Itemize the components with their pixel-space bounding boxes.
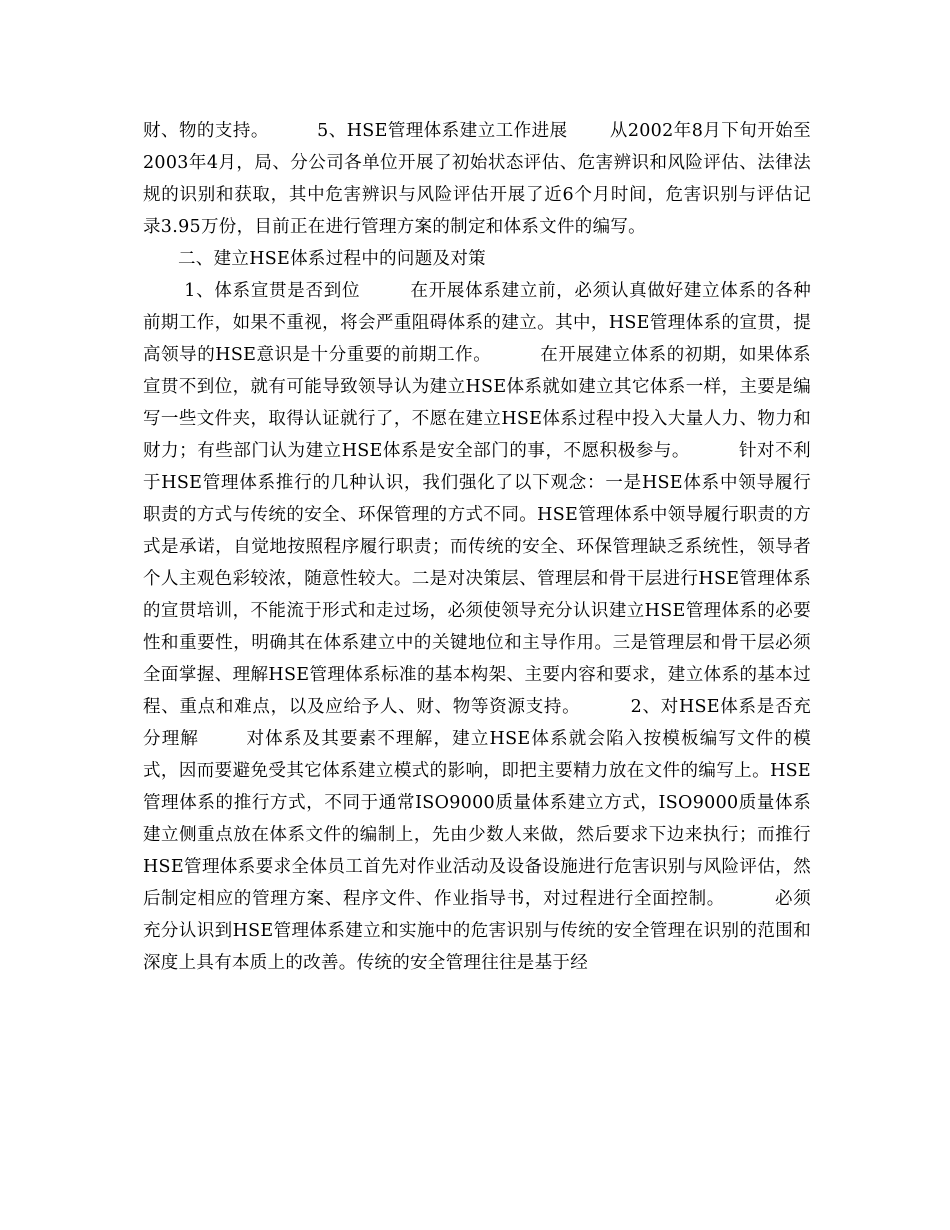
- intro-paragraph: 财、物的支持。 5、HSE管理体系建立工作进展 从2002年8月下旬开始至2003年4月，局、分公司各单位开展了初始状态评估、危害辨识和风险评估、法律法规的识别和获取，其中危害辨识与风险评估开展了近6个月时间，危害识别与评估记录3.95万份，目前正在进行管理方案的制定和体系文件的编写。: [143, 121, 811, 237]
- body-paragraph: 1、体系宣贯是否到位 在开展体系建立前，必须认真做好建立体系的各种前期工作，如果不重视，将会严重阻碍体系的建立。其中，HSE管理体系的宣贯，提高领导的HSE意识是十分重要的前期工作。 在开展建立体系的初期，如果体系宣贯不到位，就有可能导致领导认为建立HSE体系就如建立其它体系一样，主要是编写一些文件夹，取得认证就行了，不愿在建立HSE体系过程中投入大量人力、物力和财力；有些部门认为建立HSE体系是安全部门的事，不愿积极参与。 针对不利于HSE管理体系推行的几种认识，我们强化了以下观念：一是HSE体系中领导履行职责的方式与传统的安全、环保管理的方式不同。HSE管理体系中领导履行职责的方式是承诺，自觉地按照程序履行职责；而传统的安全、环保管理缺乏系统性，领导者个人主观色彩较浓，随意性较大。二是对决策层、管理层和骨干层进行HSE管理体系的宣贯培训，不能流于形式和走过场，必须使领导充分认识建立HSE管理体系的必要性和重要性，明确其在体系建立中的关键地位和主导作用。三是管理层和骨干层必须全面掌握、理解HSE管理体系标准的基本构架、主要内容和要求，建立体系的基本过程、重点和难点，以及应给予人、财、物等资源支持。 2、对HSE体系是否充分理解 对体系及其要素不理解，建立HSE体系就会陷入按模板编写文件的模式，因而要避免受其它体系建立模式的影响，即把主要精力放在文件的编写上。HSE管理体系的推行方式，不同于通常ISO9000质量体系建立方式，ISO9000质量体系建立侧重点放在体系文件的编制上，先由少数人来做，然后要求下边来执行；而推行HSE管理体系要求全体员工首先对作业活动及设备设施进行危害识别与风险评估，然后制定相应的管理方案、程序文件、作业指导书，对过程进行全面控制。 必须充分认识到HSE管理体系建立和实施中的危害识别与传统的安全管理在识别的范围和深度上具有本质上的改善。传统的安全管理往往是基于经: [143, 281, 811, 973]
- document-page: [143, 115, 811, 979]
- section-heading: 二、建立HSE体系过程中的问题及对策: [178, 249, 486, 269]
